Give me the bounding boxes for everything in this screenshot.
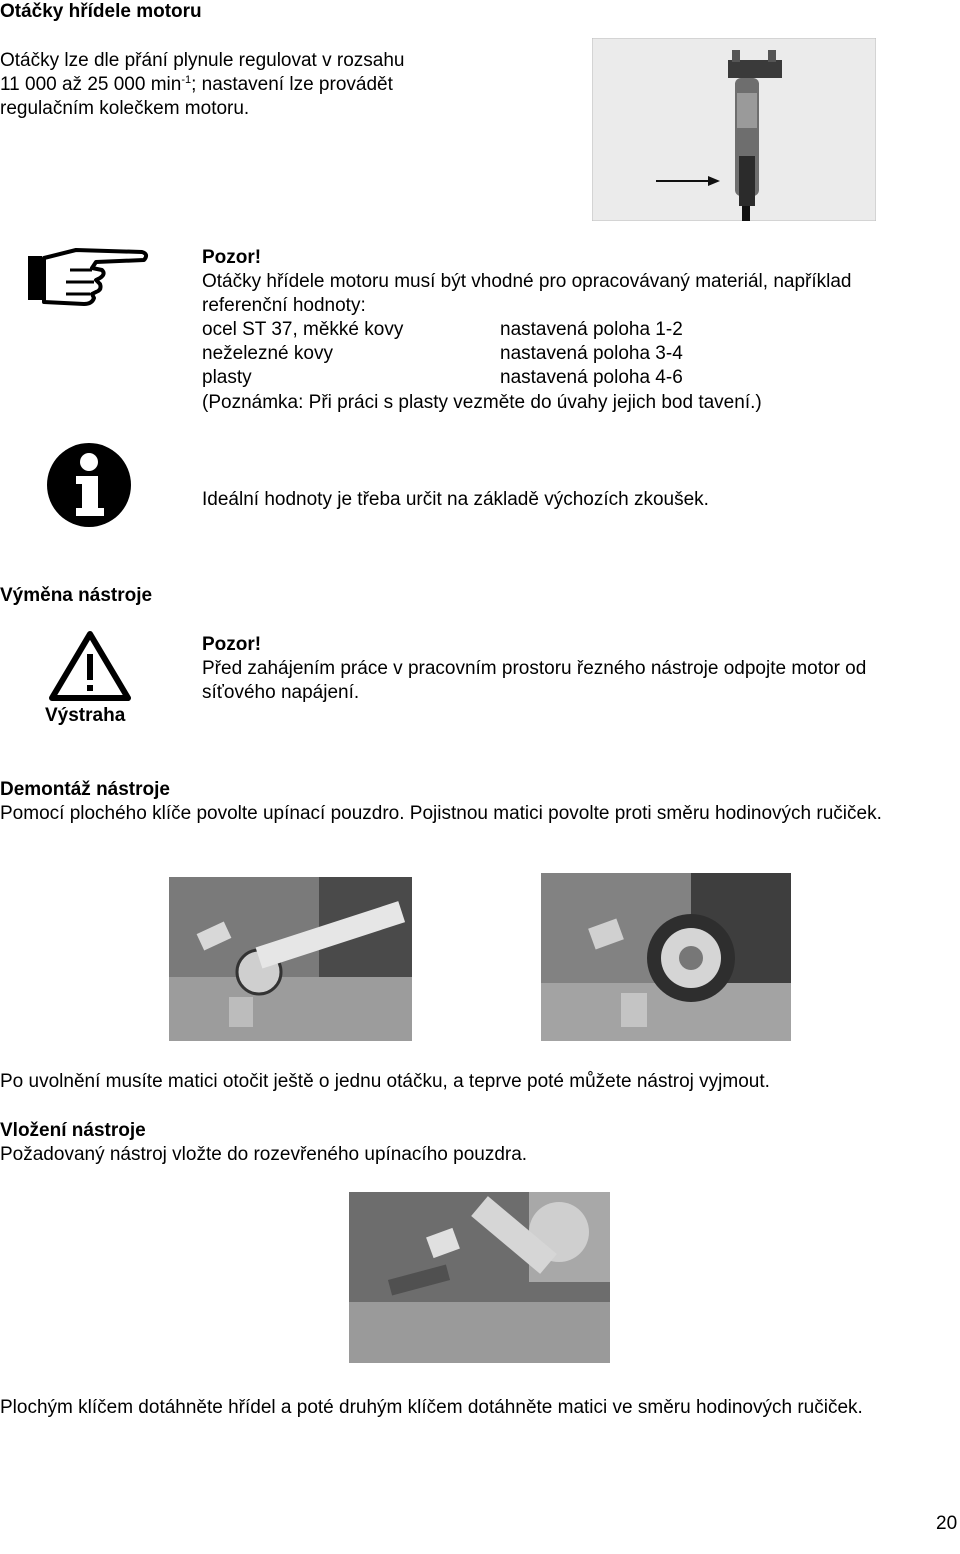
wrench-photo <box>169 877 412 1041</box>
speed-heading: Otáčky hřídele motoru <box>0 1 202 22</box>
caution-text <box>202 270 942 318</box>
speed-line-3: regulačním kolečkem motoru. <box>0 98 250 119</box>
tool-change-line-1: Před zahájením práce v pracovním prostoru řezného nástroje odpojte motor od <box>202 658 867 679</box>
tool-change-title: Pozor! <box>202 634 262 655</box>
reference-table <box>202 318 942 390</box>
speed-range: 11 000 až 25 000 $\min^{-1}$; nastavení lze provádět <box>0 74 393 95</box>
caution-line-2: referenční hodnoty: <box>202 295 366 316</box>
collet-photo <box>541 873 791 1041</box>
removal-after-text: Po uvolnění musíte matici otočit ještě o jednu otáčku, a teprve poté můžete nástroj vyjmout. <box>0 1071 770 1092</box>
table-row: plasty nastavená poloha 4-6 <box>202 367 683 388</box>
caution-note: (Poznámka: Při práci s plasty vezměte do úvahy jejich bod tavení.) <box>202 392 762 413</box>
tool-change-heading: Výměna nástroje <box>0 585 153 606</box>
table-row: neželezné kovy nastavená poloha 3-4 <box>202 343 683 364</box>
speed-text <box>0 49 476 121</box>
tool-change-text <box>202 657 958 705</box>
speed-line-2 <box>0 73 476 97</box>
speed-line-1: Otáčky lze dle přání plynule regulovat v rozsahu <box>0 50 405 71</box>
warning-triangle-icon <box>48 630 132 702</box>
removal-text: Pomocí plochého klíče povolte upínací pouzdro. Pojistnou matici povolte proti směru hodinových ručiček. <box>0 803 882 824</box>
page-number: 20 <box>936 1513 958 1534</box>
insert-tool-photo <box>349 1192 610 1363</box>
warning-label: Výstraha <box>45 705 126 726</box>
info-icon <box>46 442 132 528</box>
removal-heading: Demontáž nástroje <box>0 779 170 800</box>
caution-line-1: Otáčky hřídele motoru musí být vhodné pro opracovávaný materiál, například <box>202 271 852 292</box>
final-text: Plochým klíčem dotáhněte hřídel a poté druhým klíčem dotáhněte matici ve směru hodinových ručiček. <box>0 1397 863 1418</box>
caution-title: Pozor! <box>202 247 262 268</box>
motor-photo <box>592 38 876 221</box>
insertion-heading: Vložení nástroje <box>0 1120 146 1141</box>
tool-change-line-2: síťového napájení. <box>202 682 360 703</box>
pointing-hand-icon <box>26 244 150 310</box>
insertion-text: Požadovaný nástroj vložte do rozevřeného upínacího pouzdra. <box>0 1144 528 1165</box>
table-row: ocel ST 37, měkké kovy nastavená poloha 1-2 <box>202 319 683 340</box>
info-text: Ideální hodnoty je třeba určit na základě výchozích zkoušek. <box>202 489 709 510</box>
